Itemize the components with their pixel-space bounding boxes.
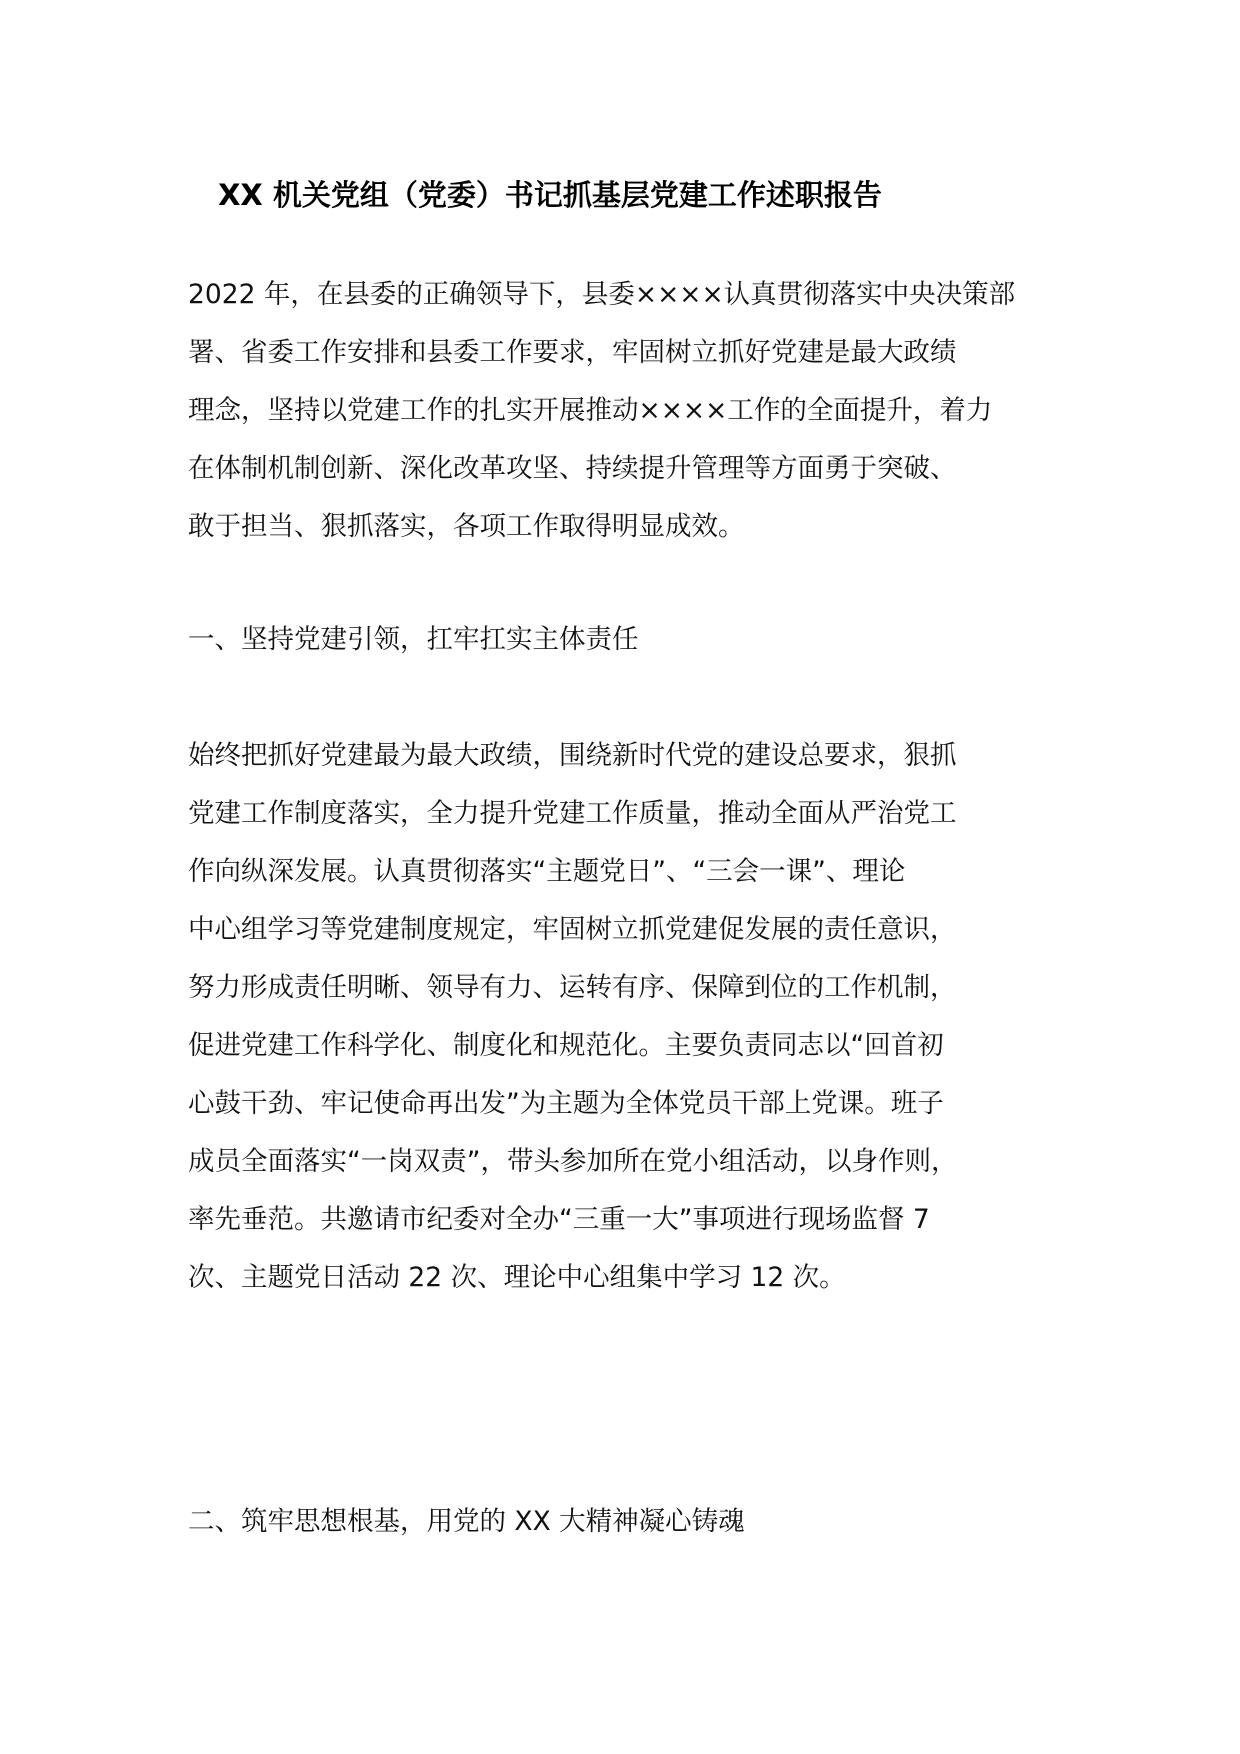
section-1-paragraph <box>188 727 988 1307</box>
paragraph-line: 党建工作制度落实，全力提升党建工作质量，推动全面从严治党工 <box>188 798 957 829</box>
document-title: XX 机关党组（党委）书记抓基层党建工作述职报告 <box>218 178 882 212</box>
paragraph-line: 成员全面落实“一岗双责”，带头参加所在党小组活动，以身作则， <box>188 1146 958 1177</box>
paragraph-line: 率先垂范。共邀请市纪委对全办“三重一大”事项进行现场监督 7 <box>188 1204 930 1235</box>
paragraph-line: 努力形成责任明晰、领导有力、运转有序、保障到位的工作机制， <box>188 972 957 1003</box>
section-heading-2: 二、筑牢思想根基，用党的 XX 大精神凝心铸魂 <box>188 1506 745 1537</box>
paragraph-line: 始终把抓好党建最为最大政绩，围绕新时代党的建设总要求，狠抓 <box>188 740 957 771</box>
paragraph-line: 促进党建工作科学化、制度化和规范化。主要负责同志以“回首初 <box>188 1030 944 1061</box>
section-heading-1: 一、坚持党建引领，扛牢扛实主体责任 <box>188 624 639 655</box>
intro-paragraph <box>188 266 1016 556</box>
paragraph-line: 作向纵深发展。认真贯彻落实“主题党日”、“三会一课”、理论 <box>188 856 906 887</box>
paragraph-line: 次、主题党日活动 22 次、理论中心组集中学习 12 次。 <box>188 1262 846 1293</box>
paragraph-line: 中心组学习等党建制度规定，牢固树立抓党建促发展的责任意识， <box>188 914 957 945</box>
paragraph-line: 理念，坚持以党建工作的扎实开展推动××××工作的全面提升，着力 <box>188 395 993 426</box>
paragraph-line: 2022 年，在县委的正确领导下，县委××××认真贯彻落实中央决策部 <box>188 279 1016 310</box>
paragraph-line: 敢于担当、狠抓落实，各项工作取得明显成效。 <box>188 511 745 542</box>
paragraph-line: 在体制机制创新、深化改革攻坚、持续提升管理等方面勇于突破、 <box>188 453 957 484</box>
paragraph-line: 心鼓干劲、牢记使命再出发”为主题为全体党员干部上党课。班子 <box>188 1088 944 1119</box>
paragraph-line: 署、省委工作安排和县委工作要求，牢固树立抓好党建是最大政绩 <box>188 337 957 368</box>
